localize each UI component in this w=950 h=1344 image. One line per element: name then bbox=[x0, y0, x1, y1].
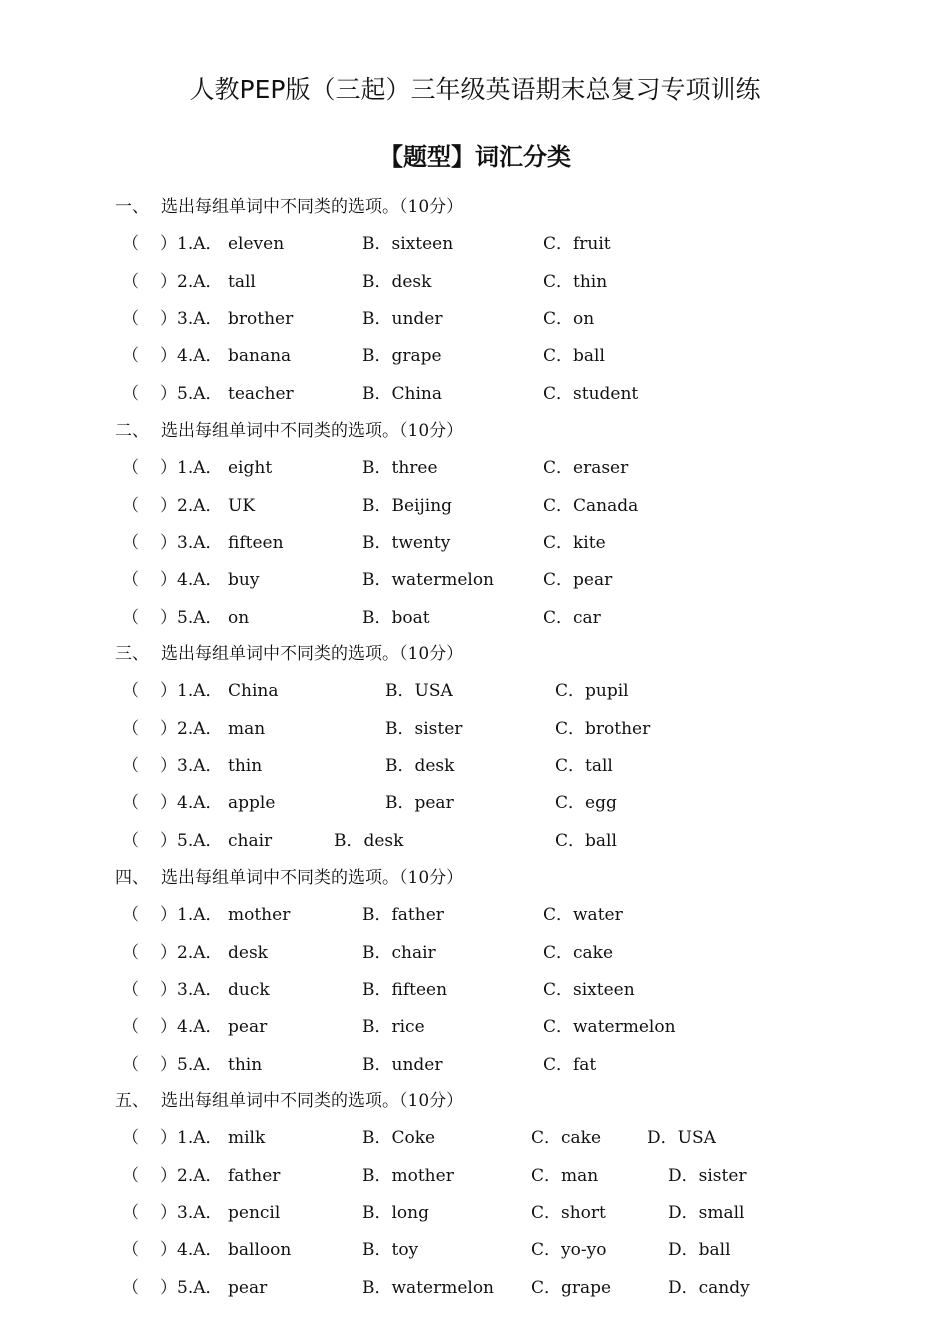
option-c: C．tall bbox=[555, 756, 613, 776]
option-a: eight bbox=[228, 458, 273, 478]
option-a: father bbox=[228, 1166, 281, 1186]
option-b: B．desk bbox=[362, 272, 432, 292]
question-row bbox=[0, 1275, 950, 1301]
question-row bbox=[0, 828, 950, 854]
answer-blank[interactable]: （ bbox=[122, 793, 139, 813]
question-row bbox=[0, 306, 950, 332]
section-number: 四、 bbox=[115, 868, 149, 888]
question-row bbox=[0, 902, 950, 928]
answer-blank[interactable]: （ bbox=[122, 1128, 139, 1148]
option-b: B．desk bbox=[334, 831, 404, 851]
question-label: ）1.A． bbox=[160, 905, 223, 925]
option-a: man bbox=[228, 719, 266, 739]
question-label: ）2.A． bbox=[160, 719, 223, 739]
option-d: D．sister bbox=[668, 1166, 747, 1186]
option-b: B．desk bbox=[385, 756, 455, 776]
option-c: C．thin bbox=[543, 272, 608, 292]
option-a: apple bbox=[228, 793, 276, 813]
question-row bbox=[0, 381, 950, 407]
option-b: B．three bbox=[362, 458, 438, 478]
option-b: B．Beijing bbox=[362, 496, 453, 516]
option-a: pear bbox=[228, 1017, 268, 1037]
option-a: on bbox=[228, 608, 250, 628]
option-c: C．ball bbox=[555, 831, 617, 851]
option-b: B．toy bbox=[362, 1240, 419, 1260]
answer-blank[interactable]: （ bbox=[122, 1166, 139, 1186]
option-d: D．USA bbox=[647, 1128, 716, 1148]
question-label: ）3.A． bbox=[160, 980, 223, 1000]
question-label: ）4.A． bbox=[160, 1240, 223, 1260]
question-label: ）5.A． bbox=[160, 384, 223, 404]
question-label: ）1.A． bbox=[160, 681, 223, 701]
option-a: tall bbox=[228, 272, 256, 292]
question-row bbox=[0, 530, 950, 556]
option-c: C．cake bbox=[543, 943, 614, 963]
option-a: pencil bbox=[228, 1203, 281, 1223]
option-b: B．under bbox=[362, 309, 443, 329]
option-c: C．grape bbox=[531, 1278, 612, 1298]
option-d: D．small bbox=[668, 1203, 745, 1223]
answer-blank[interactable]: （ bbox=[122, 1017, 139, 1037]
question-row bbox=[0, 1237, 950, 1263]
option-a: China bbox=[228, 681, 279, 701]
option-b: B．USA bbox=[385, 681, 453, 701]
question-label: ）5.A． bbox=[160, 1055, 223, 1075]
question-label: ）2.A． bbox=[160, 1166, 223, 1186]
answer-blank[interactable]: （ bbox=[122, 570, 139, 590]
option-c: C．student bbox=[543, 384, 639, 404]
option-c: C．eraser bbox=[543, 458, 629, 478]
question-label: ）3.A． bbox=[160, 309, 223, 329]
option-c: C．brother bbox=[555, 719, 651, 739]
option-b: B．boat bbox=[362, 608, 430, 628]
question-row bbox=[0, 977, 950, 1003]
option-c: C．pupil bbox=[555, 681, 629, 701]
answer-blank[interactable]: （ bbox=[122, 1203, 139, 1223]
answer-blank[interactable]: （ bbox=[122, 681, 139, 701]
option-a: buy bbox=[228, 570, 260, 590]
option-b: B．chair bbox=[362, 943, 436, 963]
question-row bbox=[0, 343, 950, 369]
option-a: UK bbox=[228, 496, 256, 516]
answer-blank[interactable]: （ bbox=[122, 458, 139, 478]
question-row bbox=[0, 1052, 950, 1078]
answer-blank[interactable]: （ bbox=[122, 608, 139, 628]
question-label: ）5.A． bbox=[160, 608, 223, 628]
option-b: B．fifteen bbox=[362, 980, 448, 1000]
question-label: ）4.A． bbox=[160, 1017, 223, 1037]
option-c: C．water bbox=[543, 905, 623, 925]
option-c: C．pear bbox=[543, 570, 613, 590]
option-b: B．father bbox=[362, 905, 444, 925]
section-number: 五、 bbox=[115, 1091, 149, 1111]
option-c: C．yo-yo bbox=[531, 1240, 607, 1260]
question-label: ）2.A． bbox=[160, 272, 223, 292]
section-instruction: 选出每组单词中不同类的选项。（10分） bbox=[161, 1091, 464, 1111]
option-b: B．mother bbox=[362, 1166, 454, 1186]
option-a: duck bbox=[228, 980, 270, 1000]
question-label: ）3.A． bbox=[160, 756, 223, 776]
question-label: ）5.A． bbox=[160, 831, 223, 851]
option-b: B．rice bbox=[362, 1017, 425, 1037]
answer-blank[interactable]: （ bbox=[122, 533, 139, 553]
question-row bbox=[0, 493, 950, 519]
option-c: C．car bbox=[543, 608, 601, 628]
option-d: D．ball bbox=[668, 1240, 731, 1260]
option-b: B．watermelon bbox=[362, 570, 494, 590]
option-c: C．cake bbox=[531, 1128, 602, 1148]
answer-blank[interactable]: （ bbox=[122, 1240, 139, 1260]
option-a: fifteen bbox=[228, 533, 284, 553]
question-label: ）3.A． bbox=[160, 1203, 223, 1223]
section-instruction: 选出每组单词中不同类的选项。（10分） bbox=[161, 644, 464, 664]
question-label: ）2.A． bbox=[160, 496, 223, 516]
question-row bbox=[0, 1163, 950, 1189]
question-row bbox=[0, 1014, 950, 1040]
option-a: eleven bbox=[228, 234, 285, 254]
question-label: ）5.A． bbox=[160, 1278, 223, 1298]
option-a: banana bbox=[228, 346, 292, 366]
question-row bbox=[0, 940, 950, 966]
option-b: B．grape bbox=[362, 346, 442, 366]
question-row bbox=[0, 790, 950, 816]
option-b: B．sister bbox=[385, 719, 463, 739]
option-c: C．ball bbox=[543, 346, 605, 366]
question-label: ）2.A． bbox=[160, 943, 223, 963]
answer-blank[interactable]: （ bbox=[122, 346, 139, 366]
section-instruction: 选出每组单词中不同类的选项。（10分） bbox=[161, 197, 464, 217]
option-c: C．egg bbox=[555, 793, 617, 813]
option-a: milk bbox=[228, 1128, 266, 1148]
question-label: ）4.A． bbox=[160, 793, 223, 813]
option-c: C．Canada bbox=[543, 496, 639, 516]
question-label: ）1.A． bbox=[160, 234, 223, 254]
answer-blank[interactable]: （ bbox=[122, 384, 139, 404]
question-label: ）3.A． bbox=[160, 533, 223, 553]
answer-blank[interactable]: （ bbox=[122, 1055, 139, 1075]
answer-blank[interactable]: （ bbox=[122, 1278, 139, 1298]
option-c: C．watermelon bbox=[543, 1017, 676, 1037]
question-row bbox=[0, 269, 950, 295]
option-b: B．Coke bbox=[362, 1128, 436, 1148]
option-c: C．short bbox=[531, 1203, 606, 1223]
answer-blank[interactable]: （ bbox=[122, 496, 139, 516]
section-number: 二、 bbox=[115, 421, 149, 441]
question-row bbox=[0, 455, 950, 481]
section-instruction: 选出每组单词中不同类的选项。（10分） bbox=[161, 868, 464, 888]
answer-blank[interactable]: （ bbox=[122, 943, 139, 963]
question-type-heading: 【题型】词汇分类 bbox=[379, 143, 571, 171]
option-a: pear bbox=[228, 1278, 268, 1298]
option-b: B．under bbox=[362, 1055, 443, 1075]
question-row bbox=[0, 716, 950, 742]
option-a: mother bbox=[228, 905, 291, 925]
option-c: C．fat bbox=[543, 1055, 597, 1075]
section-number: 一、 bbox=[115, 197, 149, 217]
question-row bbox=[0, 1125, 950, 1151]
option-c: C．sixteen bbox=[543, 980, 635, 1000]
option-a: teacher bbox=[228, 384, 294, 404]
answer-blank[interactable]: （ bbox=[122, 756, 139, 776]
question-row bbox=[0, 753, 950, 779]
question-row bbox=[0, 605, 950, 631]
section-number: 三、 bbox=[115, 644, 149, 664]
option-a: thin bbox=[228, 756, 263, 776]
answer-blank[interactable]: （ bbox=[122, 272, 139, 292]
option-d: D．candy bbox=[668, 1278, 750, 1298]
option-a: chair bbox=[228, 831, 273, 851]
answer-blank[interactable]: （ bbox=[122, 719, 139, 739]
question-row bbox=[0, 567, 950, 593]
option-c: C．man bbox=[531, 1166, 599, 1186]
section-instruction: 选出每组单词中不同类的选项。（10分） bbox=[161, 421, 464, 441]
question-label: ）4.A． bbox=[160, 570, 223, 590]
page-title: 人教PEP版（三起）三年级英语期末总复习专项训练 bbox=[189, 75, 761, 104]
option-a: brother bbox=[228, 309, 294, 329]
question-label: ）4.A． bbox=[160, 346, 223, 366]
option-a: desk bbox=[228, 943, 268, 963]
option-b: B．sixteen bbox=[362, 234, 454, 254]
answer-blank[interactable]: （ bbox=[122, 234, 139, 254]
answer-blank[interactable]: （ bbox=[122, 831, 139, 851]
question-row bbox=[0, 1200, 950, 1226]
option-c: C．fruit bbox=[543, 234, 611, 254]
option-b: B．long bbox=[362, 1203, 429, 1223]
answer-blank[interactable]: （ bbox=[122, 309, 139, 329]
option-c: C．kite bbox=[543, 533, 606, 553]
answer-blank[interactable]: （ bbox=[122, 980, 139, 1000]
option-b: B．China bbox=[362, 384, 442, 404]
question-row bbox=[0, 678, 950, 704]
option-a: balloon bbox=[228, 1240, 292, 1260]
answer-blank[interactable]: （ bbox=[122, 905, 139, 925]
question-label: ）1.A． bbox=[160, 1128, 223, 1148]
question-label: ）1.A． bbox=[160, 458, 223, 478]
option-a: thin bbox=[228, 1055, 263, 1075]
question-row bbox=[0, 231, 950, 257]
option-c: C．on bbox=[543, 309, 595, 329]
option-b: B．watermelon bbox=[362, 1278, 494, 1298]
option-b: B．pear bbox=[385, 793, 454, 813]
option-b: B．twenty bbox=[362, 533, 451, 553]
